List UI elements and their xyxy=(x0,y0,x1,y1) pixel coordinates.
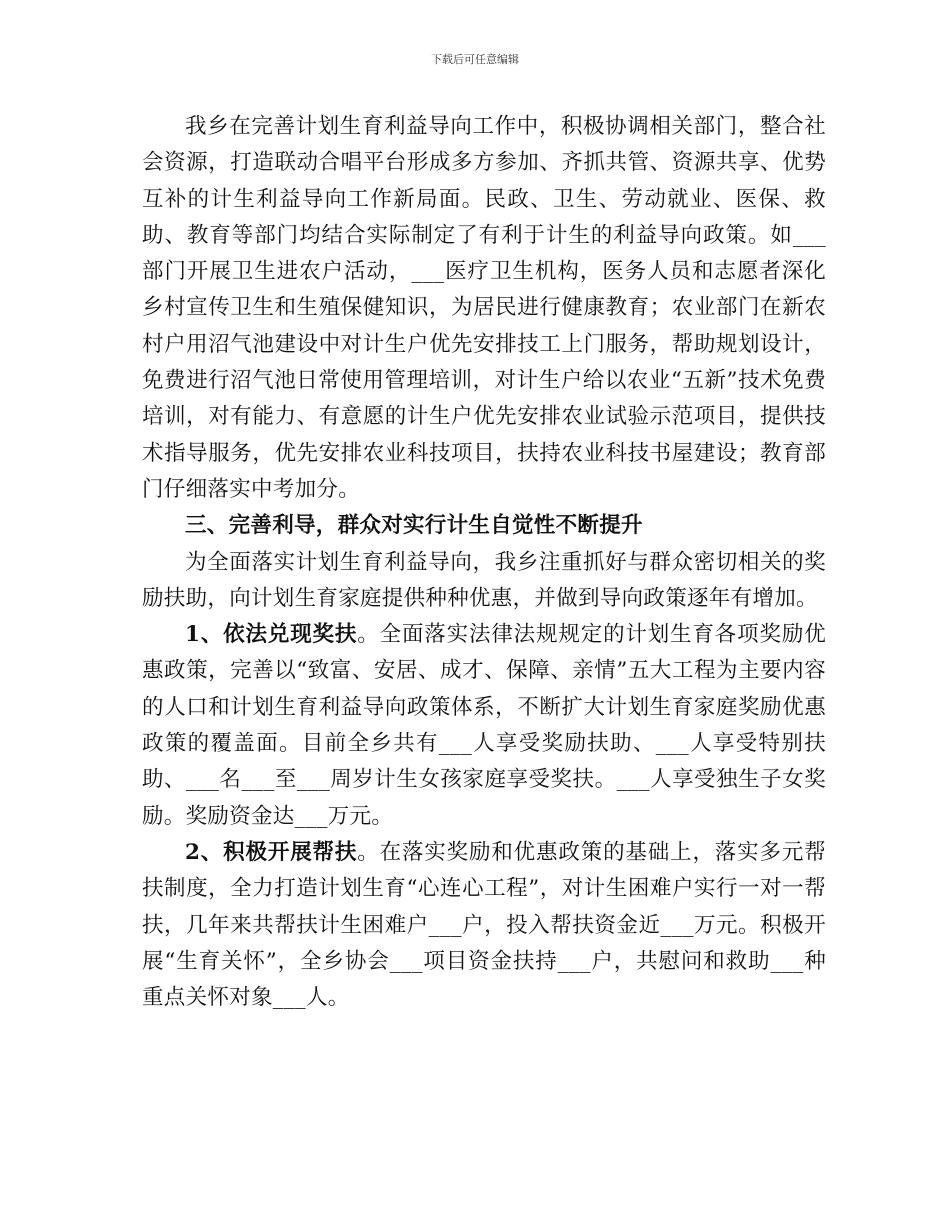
paragraph-departments: 我乡在完善计划生育利益导向工作中，积极协调相关部门，整合社会资源，打造联动合唱平台形成多方参加、齐抓共管、资源共享、优势互补的计生利益导向工作新局面。民政、卫生、劳动就业、医保、救助、教育等部门均结合实际制定了有利于计生的利益导向政策。如___部门开展卫生进农户活动，___医疗卫生机构，医务人员和志愿者深化乡村宣传卫生和生殖保健知识，为居民进行健康教育；农业部门在新农村户用沼气池建设中对计生户优先安排技工上门服务，帮助规划设计，免费进行沼气池日常使用管理培训，对计生户给以农业“五新”技术免费培训，对有能力、有意愿的计生户优先安排农业试验示范项目，提供技术指导服务，优先安排农业科技项目，扶持农业科技书屋建设；教育部门仔细落实中考加分。 xyxy=(142,114,826,502)
item-1-lead: 1、依法兑现奖扶 xyxy=(185,622,358,648)
item-2-text: 。在落实奖励和优惠政策的基础上，落实多元帮扶制度，全力打造计划生育“心连心工程”，对计生困难户实行一对一帮扶，几年来共帮扶计生困难户___户，投入帮扶资金近___万元。积极开展“生育关怀”，全乡协会___项目资金扶持___户，共慰问和救助___种重点关怀对象___人。 xyxy=(142,839,826,1011)
paragraph-item-2 xyxy=(142,835,826,1016)
paragraph-item-1 xyxy=(142,617,826,835)
item-2-lead: 2、积极开展帮扶 xyxy=(185,839,358,865)
item-1-text: 。全面落实法律法规规定的计划生育各项奖励优惠政策，完善以“致富、安居、成才、保障、亲情”五大工程为主要内容的人口和计划生育利益导向政策体系，不断扩大计划生育家庭奖励优惠政策的覆盖面。目前全乡共有___人享受奖励扶助、___人享受特别扶助、___名___至___周岁计生女孩家庭享受奖扶。___人享受独生子女奖励。奖励资金达___万元。 xyxy=(142,622,826,829)
section-heading-3: 三、完善利导，群众对实行计生自觉性不断提升 xyxy=(185,513,643,539)
document-body xyxy=(142,109,826,1016)
paragraph-intro: 为全面落实计划生育利益导向，我乡注重抓好与群众密切相关的奖励扶助，向计划生育家庭提供种种优惠，并做到导向政策逐年有增加。 xyxy=(142,549,826,611)
page-header: 下载后可任意编辑 xyxy=(431,53,519,66)
